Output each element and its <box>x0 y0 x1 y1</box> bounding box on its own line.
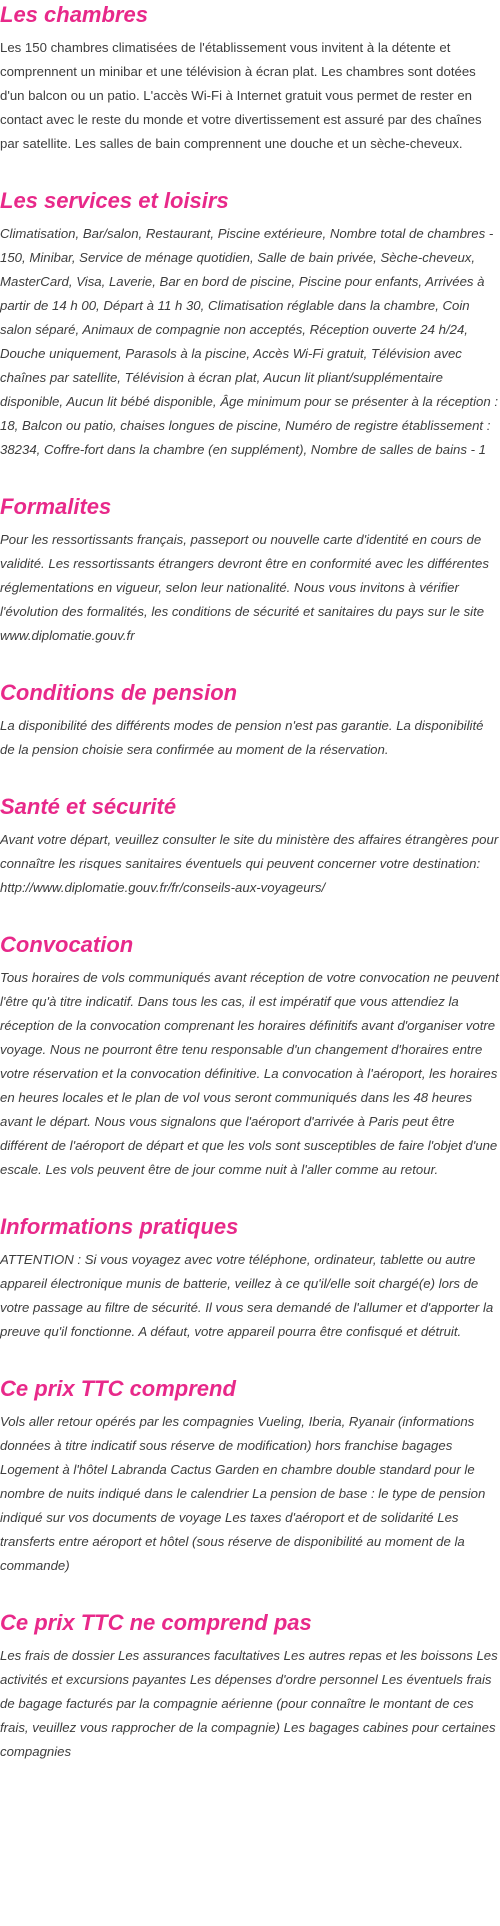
section-body: Avant votre départ, veuillez consulter le site du ministère des affaires étrangères pour connaître les risques sanitaires éventuels qui peuvent concerner votre destination: http://www.diplomatie.gouv.fr/fr/conseils-aux-voyageurs/ <box>0 832 499 895</box>
section-prix-comprend <box>0 1374 500 1578</box>
section-informations-pratiques <box>0 1212 500 1344</box>
section-formalites <box>0 492 500 648</box>
section-title: Santé et sécurité <box>0 794 177 819</box>
section-convocation <box>0 930 500 1182</box>
section-sante-securite <box>0 792 500 900</box>
section-body: Tous horaires de vols communiqués avant réception de votre convocation ne peuvent l'être qu'à titre indicatif. Dans tous les cas, il est impératif que vous attendiez la réception de la convocation comprenant les horaires définitifs avant d'organiser votre voyage. Nous ne pourront être tenu responsable d'un changement d'horaires entre votre réservation et la convocation définitive. La convocation à l'aéroport, les horaires en heures locales et le plan de vol vous seront communiqués dans les 48 heures avant le départ. Nous vous signalons que l'aéroport d'arrivée à Paris peut être différent de l'aéroport de départ et que les vols sont susceptibles de faire l'objet d'une escale. Les vols peuvent être de jour comme nuit à l'aller comme au retour. <box>0 970 499 1177</box>
section-title: Les chambres <box>0 2 148 27</box>
section-title: Ce prix TTC ne comprend pas <box>0 1610 312 1635</box>
section-title: Informations pratiques <box>0 1214 239 1239</box>
section-title: Formalites <box>0 494 112 519</box>
section-body: Les frais de dossier Les assurances facultatives Les autres repas et les boissons Les activités et excursions payantes Les dépenses d'ordre personnel Les éventuels frais de bagage facturés par la compagnie aérienne (pour connaître le montant de ces frais, veuillez vous rapprocher de la compagnie) Les bagages cabines pour certaines compagnies <box>0 1648 498 1759</box>
section-title: Ce prix TTC comprend <box>0 1376 236 1401</box>
section-body: ATTENTION : Si vous voyagez avec votre téléphone, ordinateur, tablette ou autre appareil électronique munis de batterie, veillez à ce qu'il/elle soit chargé(e) lors de votre passage au filtre de sécurité. Il vous sera demandé de l'allumer et d'apporter la preuve qu'il fonctionne. A défaut, votre appareil pourra être confisqué et détruit. <box>0 1252 494 1339</box>
section-body: Vols aller retour opérés par les compagnies Vueling, Iberia, Ryanair (informations données à titre indicatif sous réserve de modification) hors franchise bagages Logement à l'hôtel Labranda Cactus Garden en chambre double standard pour le nombre de nuits indiqué dans le calendrier La pension de base : le type de pension indiqué sur vos documents de voyage Les taxes d'aéroport et de solidarité Les transferts entre aéroport et hôtel (sous réserve de disponibilité au moment de la commande) <box>0 1414 486 1573</box>
section-title: Conditions de pension <box>0 680 238 705</box>
section-body: Les 150 chambres climatisées de l'établissement vous invitent à la détente et comprennent un minibar et une télévision à écran plat. Les chambres sont dotées d'un balcon ou un patio. L'accès Wi-Fi à Internet gratuit vous permet de rester en contact avec le reste du monde et votre divertissement est assuré par des chaînes par satellite. Les salles de bain comprennent une douche et un sèche-cheveux. <box>0 40 482 151</box>
section-title: Les services et loisirs <box>0 188 229 213</box>
section-les-chambres <box>0 0 500 156</box>
section-body: Pour les ressortissants français, passeport ou nouvelle carte d'identité en cours de validité. Les ressortissants étrangers devront être en conformité avec les différentes réglementations en vigueur, selon leur nationalité. Nous vous invitons à vérifier l'évolution des formalités, les conditions de sécurité et sanitaires du pays sur le site www.diplomatie.gouv.fr <box>0 532 489 643</box>
section-body: Climatisation, Bar/salon, Restaurant, Piscine extérieure, Nombre total de chambres - 150, Minibar, Service de ménage quotidien, Salle de bain privée, Sèche-cheveux, MasterCard, Visa, Laverie, Bar en bord de piscine, Piscine pour enfants, Arrivées à partir de 14 h 00, Départ à 11 h 30, Climatisation réglable dans la chambre, Coin salon séparé, Animaux de compagnie non acceptés, Réception ouverte 24 h/24, Douche uniquement, Parasols à la piscine, Accès Wi-Fi gratuit, Télévision avec chaînes par satellite, Télévision à écran plat, Aucun lit pliant/supplémentaire disponible, Aucun lit bébé disponible, Âge minimum pour se présenter à la réception : 18, Balcon ou patio, chaises longues de piscine, Numéro de registre établissement : 38234, Coffre-fort dans la chambre (en supplément), Nombre de salles de bains - 1 <box>0 226 498 457</box>
section-conditions-pension <box>0 678 500 762</box>
section-title: Convocation <box>0 932 134 957</box>
section-body: La disponibilité des différents modes de pension n'est pas garantie. La disponibilité de la pension choisie sera confirmée au moment de la réservation. <box>0 718 484 757</box>
section-prix-ne-comprend-pas <box>0 1608 500 1764</box>
section-services-loisirs <box>0 186 500 462</box>
